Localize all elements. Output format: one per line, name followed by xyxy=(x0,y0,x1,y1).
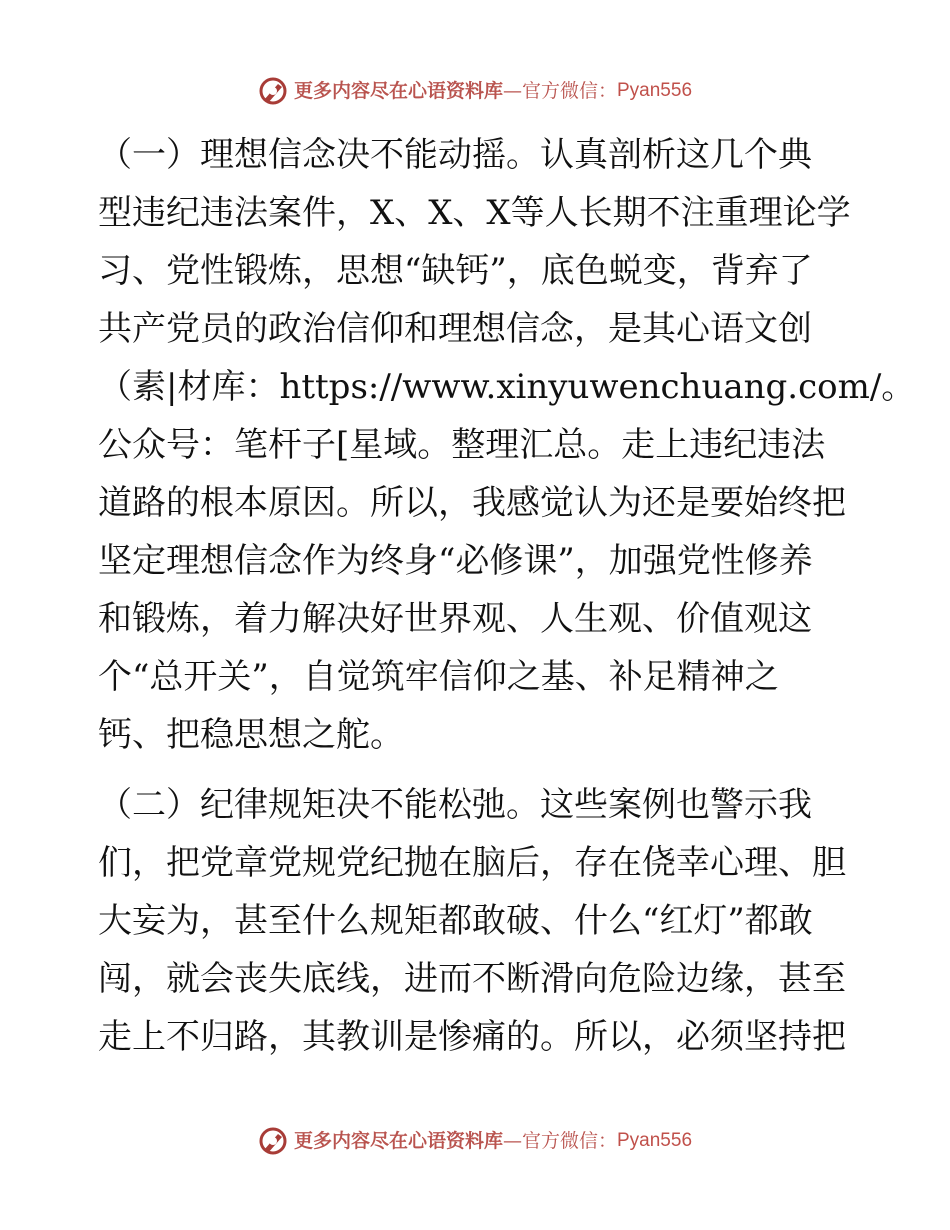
text-line: 道路的根本原因。所以，我感觉认为还是要始终把 xyxy=(98,483,846,523)
text-line: 公众号：笔杆子[星域。整理汇总。走上违纪违法 xyxy=(98,425,826,465)
banner-wechat-id: Pyan556 xyxy=(617,1130,693,1151)
text-line: （素|材库：https://www.xinyuwenchuang.com/。 xyxy=(98,367,916,407)
banner-label-text: —官方微信： xyxy=(502,1130,617,1152)
text-line: 和锻炼，着力解决好世界观、人生观、价值观这 xyxy=(98,599,812,639)
text-line: 共产党员的政治信仰和理想信念，是其心语文创 xyxy=(98,309,812,349)
pen-logo-icon xyxy=(258,76,288,106)
banner-label-text: —官方微信： xyxy=(502,80,617,102)
text-line: 闯，就会丧失底线，进而不断滑向危险边缘，甚至 xyxy=(98,959,846,999)
text-line: 们，把党章党规党纪抛在脑后，存在侥幸心理、胆 xyxy=(98,843,846,883)
header-banner xyxy=(0,76,950,106)
banner-site-text: 更多内容尽在心语资料库 xyxy=(293,80,503,102)
text-line: 钙、把稳思想之舵。 xyxy=(98,715,404,755)
banner-wechat-id: Pyan556 xyxy=(617,80,693,101)
banner-site-text: 更多内容尽在心语资料库 xyxy=(293,1130,503,1152)
text-line: 个“总开关”，自觉筑牢信仰之基、补足精神之 xyxy=(98,657,779,697)
text-line: （二）纪律规矩决不能松弛。这些案例也警示我 xyxy=(98,785,812,825)
text-line: 坚定理想信念作为终身“必修课”，加强党性修养 xyxy=(98,541,813,581)
pen-logo-icon xyxy=(258,1126,288,1156)
footer-banner xyxy=(0,1126,950,1156)
text-line: 走上不归路，其教训是惨痛的。所以，必须坚持把 xyxy=(98,1017,846,1057)
text-line: 习、党性锻炼，思想“缺钙”，底色蜕变，背弃了 xyxy=(98,251,813,291)
text-line: （一）理想信念决不能动摇。认真剖析这几个典 xyxy=(98,135,812,175)
text-line: 型违纪违法案件，X、X、X等人长期不注重理论学 xyxy=(98,193,851,233)
text-line: 大妄为，甚至什么规矩都敢破、什么“红灯”都敢 xyxy=(98,901,813,941)
